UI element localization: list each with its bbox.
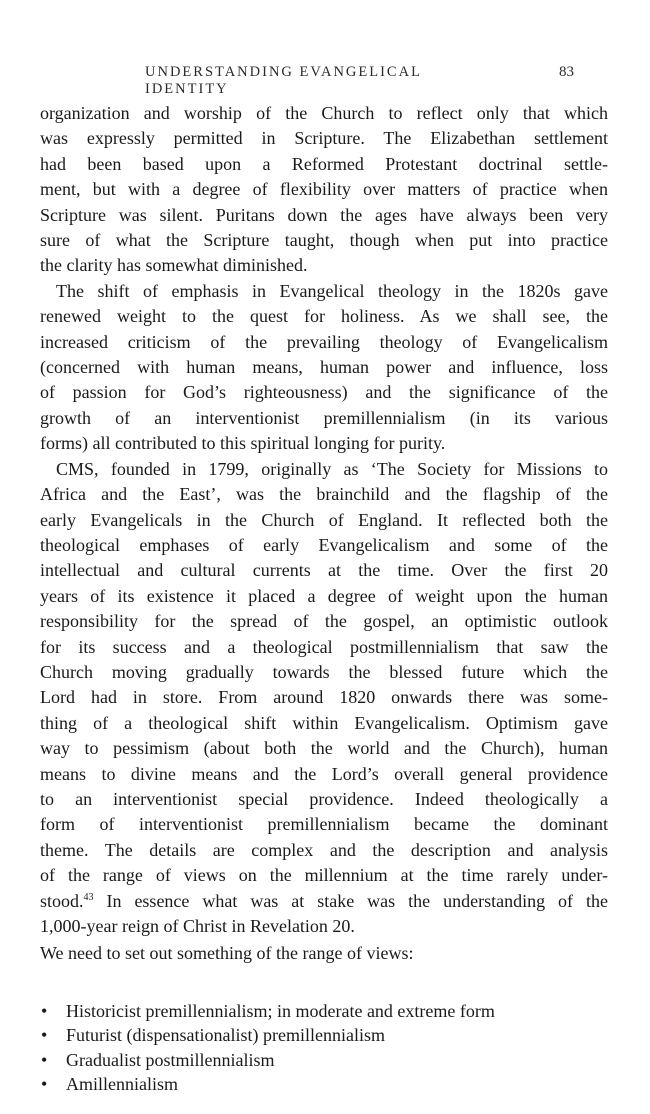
list-item-label: Historicist premillennialism; in moderate and extreme form <box>66 1001 495 1021</box>
list-intro: We need to set out something of the range of views: <box>40 943 414 963</box>
text-fragment: In essence what was at stake was the understanding of the <box>93 890 608 911</box>
bullet-icon: • <box>41 1049 48 1070</box>
text-line: way to pessimism (about both the world and the Church), human <box>40 738 608 759</box>
bullet-icon: • <box>41 1025 48 1046</box>
page-number: 83 <box>559 64 574 80</box>
text-line: years of its existence it placed a degree of weight upon the human <box>40 585 608 606</box>
body-text <box>40 101 608 939</box>
text-line: forms) all contributed to this spiritual longing for purity. <box>40 433 446 454</box>
paragraph-puritan-continuation <box>40 101 608 279</box>
list-item-label: Futurist (dispensationalist) premillennialism <box>66 1025 385 1046</box>
text-line: growth of an interventionist premillennialism (in its various <box>40 407 608 428</box>
list-item <box>40 999 495 1023</box>
list-item <box>40 1072 495 1096</box>
list-item-label: Amillennialism <box>66 1074 178 1095</box>
bullet-icon: • <box>41 1001 48 1021</box>
paragraph-shift-of-emphasis <box>40 279 608 457</box>
views-list <box>40 999 495 1097</box>
text-line: Lord had in store. From around 1820 onwards there was some- <box>40 687 608 708</box>
paragraph-cms <box>40 457 608 940</box>
text-line: of passion for God’s righteousness) and the significance of the <box>40 382 608 403</box>
text-line: increased criticism of the prevailing theology of Evangelicalism <box>40 331 608 352</box>
bullet-icon: • <box>41 1074 48 1095</box>
text-line: sure of what the Scripture taught, though when put into practice <box>40 230 608 251</box>
text-line: The shift of emphasis in Evangelical theology in the 1820s gave <box>56 280 608 301</box>
text-line: had been based upon a Reformed Protestant doctrinal settle- <box>40 153 608 174</box>
text-line: means to divine means and the Lord’s overall general providence <box>40 763 608 784</box>
text-line: ment, but with a degree of flexibility over matters of practice when <box>40 179 608 200</box>
list-item <box>40 1048 495 1072</box>
text-line: renewed weight to the quest for holiness. As we shall see, the <box>40 306 608 327</box>
text-line: CMS, founded in 1799, originally as ‘The Society for Missions to <box>56 458 608 479</box>
text-line: form of interventionist premillennialism became the dominant <box>40 814 608 835</box>
text-line: Africa and the East’, was the brainchild and the flagship of the <box>40 484 608 505</box>
text-line: 1,000-year reign of Christ in Revelation 20. <box>40 916 355 936</box>
text-line: (concerned with human means, human power and influence, loss <box>40 357 608 378</box>
text-line: the clarity has somewhat diminished. <box>40 255 308 276</box>
text-fragment: stood. <box>40 890 84 911</box>
text-line-with-footnote <box>40 889 608 914</box>
text-line: of the range of views on the millennium at the time rarely under- <box>40 865 608 886</box>
text-line: was expressly permitted in Scripture. The Elizabethan settlement <box>40 128 608 149</box>
text-line: for its success and a theological postmillennialism that saw the <box>40 636 608 657</box>
text-line: Scripture was silent. Puritans down the ages have always been very <box>40 204 608 225</box>
text-line: responsibility for the spread of the gospel, an optimistic outlook <box>40 611 608 632</box>
footnote-ref: 43 <box>83 891 94 903</box>
text-line: Church moving gradually towards the blessed future which the <box>40 661 608 682</box>
running-head: UNDERSTANDING EVANGELICAL IDENTITY <box>145 64 422 97</box>
list-item-label: Gradualist postmillennialism <box>66 1049 275 1070</box>
list-item <box>40 1023 495 1047</box>
text-line: theological emphases of early Evangelicalism and some of the <box>40 534 608 555</box>
text-line: intellectual and cultural currents at the time. Over the first 20 <box>40 560 608 581</box>
text-line: thing of a theological shift within Evangelicalism. Optimism gave <box>40 712 608 733</box>
text-line: to an interventionist special providence. Indeed theologically a <box>40 788 608 809</box>
text-line: organization and worship of the Church to reflect only that which <box>40 103 608 123</box>
text-line: theme. The details are complex and the description and analysis <box>40 839 608 860</box>
text-line: early Evangelicals in the Church of England. It reflected both the <box>40 509 608 530</box>
